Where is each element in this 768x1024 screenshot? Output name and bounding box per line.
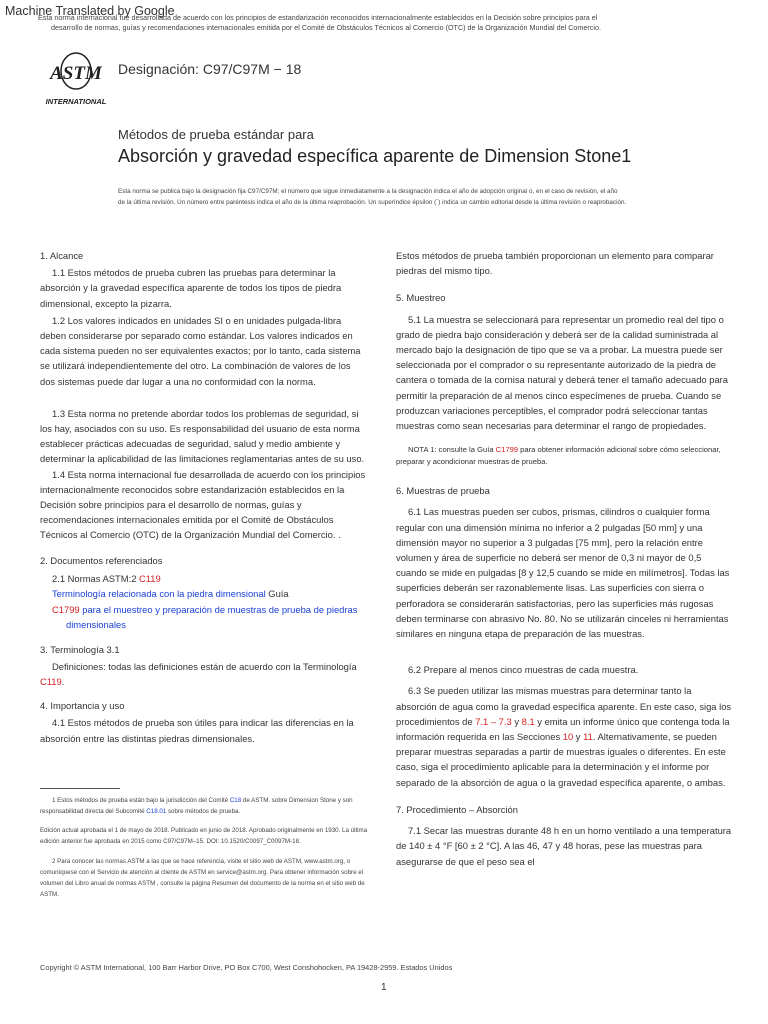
top-note-line2: desarrollo de normas, guías y recomendaciones internacionales emitida por el Comité de Obstáculos Técnicos al Comercio (OTC) de la Organización Mundial del Comercio. — [51, 23, 601, 32]
document-title: Absorción y gravedad específica aparente de Dimension Stone1 — [118, 146, 632, 166]
note-1-a: NOTA 1: consulte la Guía — [408, 445, 496, 455]
issue-note — [118, 186, 678, 208]
section-1-1: 1.1 Estos métodos de prueba cubren las pruebas para determinar la absorción y la gravedad específica aparente de todos los tipos de piedra dimensional, excepto la pizarra. — [40, 267, 342, 309]
footnote-1 — [40, 795, 368, 817]
designation: Designación: C97/C97M − 18 — [118, 61, 302, 77]
section-7-heading: 7. Procedimiento – Absorción — [396, 803, 518, 815]
section-4-heading: 4. Importancia y uso — [40, 700, 125, 712]
section-3-heading: 3. Terminología 3.1 — [40, 643, 120, 655]
c18-link[interactable]: C18 — [229, 797, 242, 804]
issue-note-line2: de la última revisión. Un número entre paréntesis indica el año de la última reaprobación. Un superíndice épsilon (´) indica un cambio editorial desde la última revisión o reaprobación. — [118, 199, 627, 206]
machine-translated-banner: Machine Translated by Google — [5, 4, 175, 18]
section-6-3 — [396, 683, 732, 789]
section-6-3-d: y — [573, 731, 584, 743]
left-column — [40, 248, 368, 746]
link-section-11[interactable]: 11 — [583, 731, 593, 743]
c119-link-2[interactable]: C119 — [40, 676, 62, 688]
section-6-3-c: y emita un informe único que contenga toda la información requerida en las Secciones — [396, 715, 730, 743]
link-7-1-7-3[interactable]: 7.1 – 7.3 — [475, 715, 512, 727]
section-6-heading: 6. Muestras de prueba — [396, 485, 490, 497]
section-4-1: 4.1 Estos métodos de prueba son útiles para indicar las diferencias en la absorción entre las distintas piedras dimensionales. — [40, 717, 354, 744]
section-2-1 — [40, 571, 368, 586]
section-6-1: 6.1 Las muestras pueden ser cubos, prismas, cilindros o cualquier forma regular con una dimensión mínima no inferior a 2 pulgadas [50 mm] y una dimensión mayor no superior a 3 pulgadas [75 mm], pero la relación entre volumen y área de superficie no deberá ser menor de 0,3 ni mayor de 0,5 cuando se mide en pulgadas [8 y 12,5 cuando se mide en milímetros]. Todas las superficies deberán ser razonablemente lisas. Las superficies con sierra o perforadora se considerarán satisfactorias, pero las superficies más rugosas deben terminarse con abrasivo No. 80. No se utilizarán cinceles ni herramientas similares en ninguna etapa de preparación de las muestras. — [396, 506, 730, 640]
section-4-continued: Estos métodos de prueba también proporcionan un elemento para comparar piedras del mismo tipo. — [396, 250, 714, 277]
logo-text: ASTM — [50, 63, 102, 84]
section-1-2: 1.2 Los valores indicados en unidades SI o en unidades pulgada-libra deben considerarse por separado como estándar. Los valores indicados en cada sistema pueden no ser equivalentes exactos; por lo tanto, cada sistema se utilizará independientemente del otro. La combinación de valores de los dos sistemas puede dar lugar a una no conformidad con la norma. — [40, 314, 361, 387]
footnote-1-a: 1 Estos métodos de prueba están bajo la jurisdicción del Comité — [52, 797, 230, 804]
footnote-1-c: sobre métodos de prueba. — [166, 808, 241, 815]
c1799-title-link[interactable]: para el muestreo y preparación de muestras de prueba de piedras dimensionales — [66, 604, 358, 631]
terminology-link[interactable]: Terminología relacionada con la piedra dimensional — [52, 588, 266, 600]
footnote-1-edition: Edición actual aprobada el 1 de mayo de 2018. Publicado en junio de 2018. Aprobado originalmente en 1930. La última edición anterior fue aprobada en 2015 como C97/C97M–15. DOI: 10.1520/C0097_C0097M-18. — [40, 827, 368, 845]
c119-link[interactable]: C119 — [139, 572, 161, 584]
section-6-3-e: . Alternativamente, se pueden preparar muestras separadas a partir de muestras iguales o diferentes. En este caso, siga el procedimiento aplicable para la determinación y el informe por separado de la absorción de agua o la gravedad específica aparente, o ambas. — [396, 731, 726, 788]
document-subtitle: Métodos de prueba estándar para — [118, 127, 314, 142]
reference-c1799 — [40, 602, 368, 632]
copyright-footer: Copyright © ASTM International, 100 Barr Harbor Drive, PO Box C700, West Conshohocken, PA 19428-2959. Estados Unidos — [40, 963, 453, 972]
right-column — [396, 248, 732, 869]
section-6-2: 6.2 Prepare al menos cinco muestras de cada muestra. — [408, 664, 639, 676]
section-3-1-text: Definiciones: todas las definiciones están de acuerdo con la Terminología — [52, 660, 357, 672]
section-7-1: 7.1 Secar las muestras durante 48 h en un horno ventilado a una temperatura de 140 ± 4 °F [60 ± 2 °C]. A las 46, 47 y 48 horas, pese las muestras para asegurarse de que el peso sea el — [396, 825, 732, 867]
section-2-heading: 2. Documentos referenciados — [40, 554, 163, 566]
link-8-1[interactable]: 8.1 — [521, 715, 535, 727]
reference-c119 — [40, 586, 368, 601]
reference-c119-suffix: Guía — [265, 588, 289, 600]
section-5-heading: 5. Muestreo — [396, 292, 446, 304]
section-2-1-text: 2.1 Normas ASTM:2 — [52, 572, 140, 584]
issue-note-line1: Esta norma se publica bajo la designación fija C97/C97M; el número que sigue inmediatamente a la designación indica el año de adopción original o, en el caso de revisión, el año — [118, 188, 618, 195]
footnote-1-b: de ASTM. sobre Dimension Stone y son responsabilidad directa del Subcomité — [40, 797, 353, 815]
section-1-heading: 1. Alcance — [40, 250, 84, 261]
section-1-3: 1.3 Esta norma no pretende abordar todos los problemas de seguridad, si los hay, asociados con su uso. Es responsabilidad del usuario de esta norma establecer prácticas adecuadas de seguridad, salud y medio ambiente y determinar la aplicabilidad de las limitaciones reglamentarias antes de su uso. — [40, 407, 365, 465]
section-3-1 — [40, 659, 368, 689]
top-note-line1: Esta norma internacional fue desarrollada de acuerdo con los principios de estandarización reconocidos internacionalmente establecidos en la Decisión sobre principios para el — [38, 13, 598, 22]
note-1-b: para obtener información adicional sobre cómo seleccionar, preparar y acondicionar muestras de prueba. — [396, 445, 721, 467]
note-1 — [396, 444, 732, 468]
page-number: 1 — [381, 982, 387, 993]
c18-01-link[interactable]: C18.01 — [146, 808, 167, 815]
section-5-1: 5.1 La muestra se seleccionará para representar un promedio real del tipo o grado de piedra bajo consideración y deberá ser de la calidad suministrada al mercado bajo la designación de tipo que se va a probar. La muestra puede ser seleccionada por el comprador o su representante autorizado de la piedra de cantera o tomada de la cornisa natural y deberá tener el tamaño adecuado para permitir la preparación de al menos cinco especímenes de prueba. Cuando se produzcan variaciones perceptibles, el comprador podrá seleccionar tantas muestras como sean necesarias para determinar el rango de propiedades. — [396, 313, 728, 432]
section-3-1-end: . — [61, 676, 65, 688]
astm-international-logo — [40, 49, 112, 107]
section-1-4: 1.4 Esta norma internacional fue desarrollada de acuerdo con los principios internacionalmente reconocidos sobre estandarización establecidos en la Decisión sobre principios para el desarrollo de normas, guías y recomendaciones internacionales emitida por el Comité de Obstáculos Técnicos al Comercio (OTC) de la Organización Mundial del Comercio. . — [40, 468, 366, 541]
footnote-2: 2 Para conocer las normas ASTM a las que se hace referencia, visite el sitio web de ASTM, www.astm.org, o comuníquese con el Servicio de atención al cliente de ASTM en service@astm.org. Para obtener información sobre el volumen del Libro anual de normas ASTM , consulte la página Resumen del documento de la norma en el sitio web de ASTM. — [40, 858, 365, 898]
section-6-3-a: 6.3 Se pueden utilizar las mismas muestras para determinar tanto la absorción de agua como la gravedad específica aparente. En este caso, siga los procedimientos de — [396, 685, 732, 727]
footnote-separator — [40, 788, 120, 789]
top-note — [38, 13, 738, 33]
link-section-10[interactable]: 10 — [562, 731, 574, 743]
section-6-3-b: y — [511, 715, 522, 727]
c1799-note-link[interactable]: C1799 — [495, 445, 519, 455]
astm-logo-graphic — [40, 49, 112, 107]
c1799-link[interactable]: C1799 — [52, 604, 80, 616]
footnotes — [40, 795, 368, 900]
logo-subtext: INTERNATIONAL — [45, 97, 107, 106]
